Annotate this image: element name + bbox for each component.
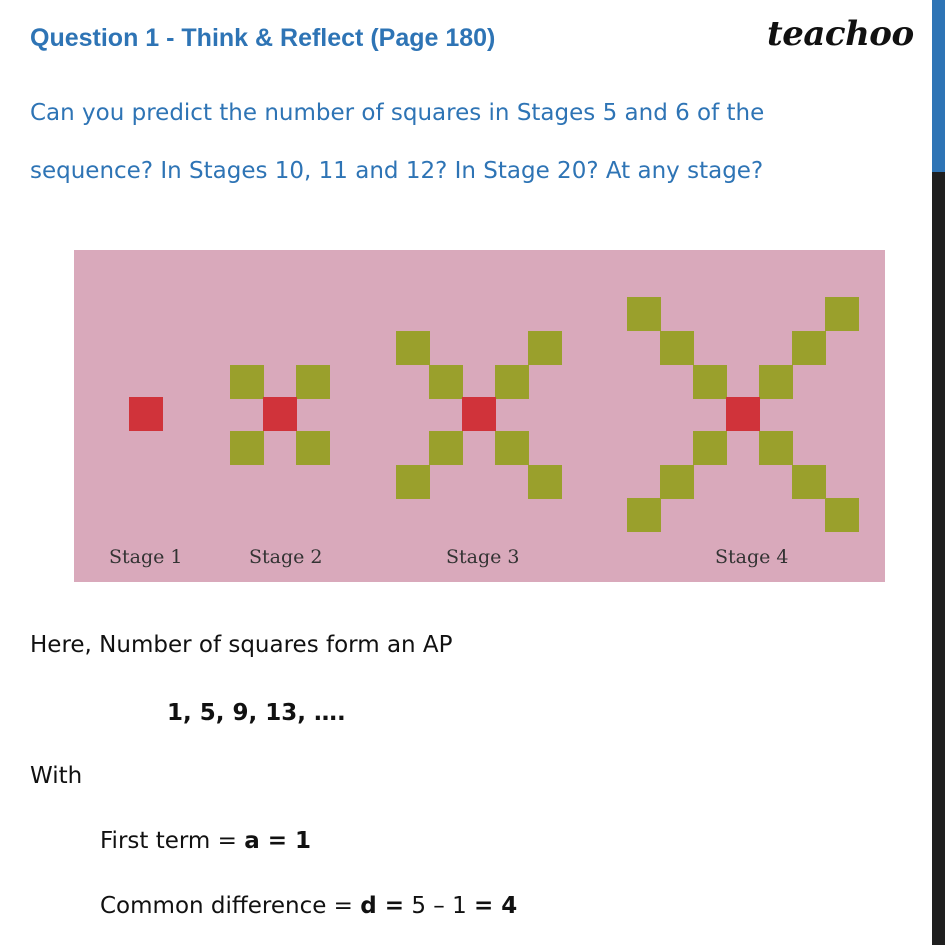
stage-4-arm-square (792, 331, 826, 365)
common-difference-line (100, 893, 517, 919)
stage-3-arm-square (495, 431, 529, 465)
ap-sequence-value: 1, 5, 9, 13, …. (167, 700, 346, 726)
teachoo-logo: teachoo (767, 14, 914, 54)
common-difference-var: d = (360, 893, 405, 919)
stage-3-arm-square (429, 431, 463, 465)
common-difference-expr: 5 – 1 (404, 893, 475, 919)
question-line-2: sequence? In Stages 10, 11 and 12? In Stage 20? At any stage? (30, 158, 764, 184)
stage-3-arm-square (396, 331, 430, 365)
stage-4-arm-square (627, 297, 661, 331)
question-heading: Question 1 - Think & Reflect (Page 180) (30, 24, 496, 52)
stage-4-arm-square (660, 331, 694, 365)
question-line-1: Can you predict the number of squares in Stages 5 and 6 of the (30, 100, 765, 126)
stage-2-center-square (263, 397, 297, 431)
stage-4-arm-square (825, 498, 859, 532)
stages-figure (74, 250, 885, 582)
stage-2-arm-square (296, 365, 330, 399)
solution-intro: Here, Number of squares form an AP (30, 632, 453, 658)
common-difference-result: = 4 (474, 893, 518, 919)
stage-2-arm-square (296, 431, 330, 465)
stage-1-label: Stage 1 (109, 546, 183, 568)
stage-1-center-square (129, 397, 163, 431)
stage-3-arm-square (396, 465, 430, 499)
stage-3-arm-square (528, 331, 562, 365)
common-difference-label: Common difference = (100, 893, 361, 919)
first-term-label: First term = (100, 828, 245, 854)
stage-4-arm-square (693, 365, 727, 399)
stage-4-arm-square (792, 465, 826, 499)
stage-4-arm-square (693, 431, 727, 465)
stage-3-label: Stage 3 (446, 546, 520, 568)
stage-4-arm-square (825, 297, 859, 331)
first-term-line (100, 828, 311, 854)
stage-2-label: Stage 2 (249, 546, 323, 568)
stage-4-arm-square (660, 465, 694, 499)
stage-4-arm-square (759, 431, 793, 465)
stage-2-arm-square (230, 431, 264, 465)
stage-4-center-square (726, 397, 760, 431)
stage-3-center-square (462, 397, 496, 431)
stage-3-arm-square (429, 365, 463, 399)
first-term-value: a = 1 (244, 828, 312, 854)
scrollbar-thumb[interactable] (932, 0, 945, 172)
ap-sequence (167, 700, 346, 726)
stage-3-arm-square (528, 465, 562, 499)
stage-3-arm-square (495, 365, 529, 399)
with-label: With (30, 763, 83, 789)
question-text (30, 84, 764, 200)
stage-4-label: Stage 4 (715, 546, 789, 568)
scrollbar[interactable] (932, 0, 945, 945)
stage-4-arm-square (759, 365, 793, 399)
stage-2-arm-square (230, 365, 264, 399)
stage-4-arm-square (627, 498, 661, 532)
